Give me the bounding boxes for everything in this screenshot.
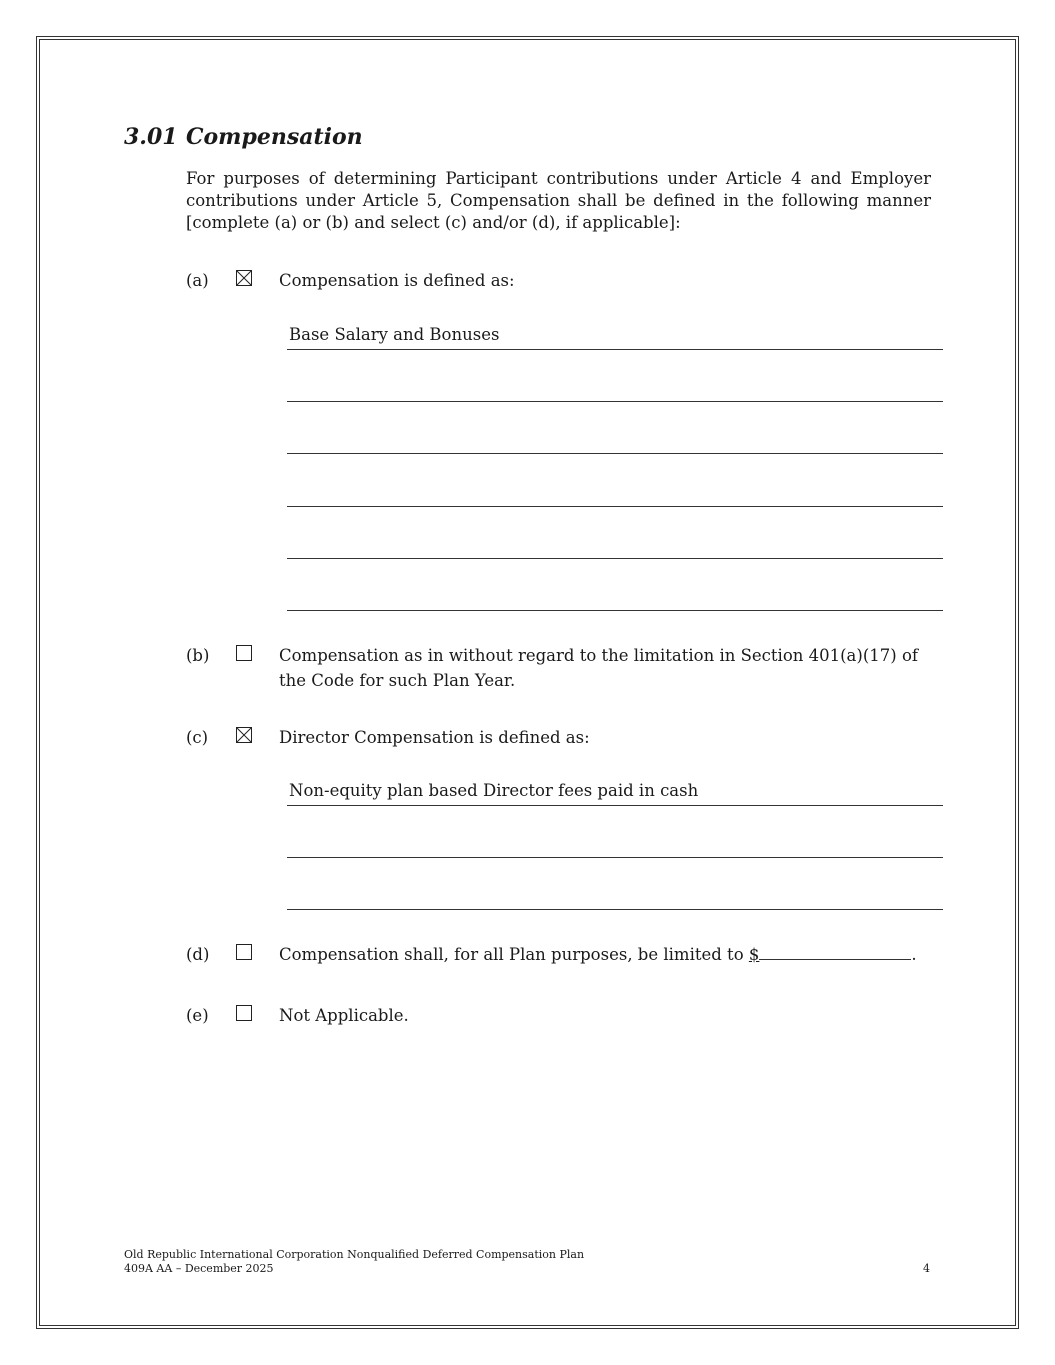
option-c-fill-line-3[interactable] [287, 909, 943, 910]
option-c-fill-line-1-text[interactable]: Non-equity plan based Director fees paid in cash [289, 781, 699, 800]
option-b-checkbox[interactable] [236, 645, 252, 661]
section-title: Compensation [186, 124, 363, 150]
option-a-fill-line-1 [287, 349, 943, 350]
footer-version: 409A AA – December 2025 [124, 1262, 274, 1275]
option-a-fill-line-4[interactable] [287, 506, 943, 507]
option-d-text-wrap [279, 942, 939, 967]
section-intro: For purposes of determining Participant contributions under Article 4 and Employer contributions under Article 5, Compensation shall be defined in the following manner [complete (a) or (b) and select (c) and/or (d), if applicable]: [186, 169, 931, 232]
option-e-letter: (e) [186, 1006, 209, 1025]
section-heading [124, 124, 363, 150]
option-a-letter: (a) [186, 271, 209, 290]
option-a-fill-line-3[interactable] [287, 453, 943, 454]
option-b-text: Compensation as in without regard to the limitation in Section 401(a)(17) of the Code for such Plan Year. [279, 646, 918, 690]
option-e-text: Not Applicable. [279, 1006, 409, 1025]
section-number: 3.01 [124, 124, 178, 150]
option-a-checkbox[interactable] [236, 270, 252, 286]
option-c-letter: (c) [186, 728, 209, 747]
option-a-fill-line-5[interactable] [287, 558, 943, 559]
option-a-fill-line-1-text[interactable]: Base Salary and Bonuses [289, 325, 500, 344]
option-d-letter: (d) [186, 945, 210, 964]
checkbox-x-icon [237, 728, 251, 742]
option-b-letter: (b) [186, 646, 210, 665]
option-e-checkbox[interactable] [236, 1005, 252, 1021]
option-a-fill-line-2[interactable] [287, 401, 943, 402]
page-number: 4 [923, 1262, 930, 1275]
option-c-text: Director Compensation is defined as: [279, 728, 590, 747]
option-c-checkbox[interactable] [236, 727, 252, 743]
option-c-fill-line-1 [287, 805, 943, 806]
option-d-checkbox[interactable] [236, 944, 252, 960]
option-a-text: Compensation is defined as: [279, 271, 515, 290]
page-footer [124, 1248, 584, 1276]
option-d-currency: $ [748, 945, 760, 964]
option-d-end: . [911, 945, 917, 964]
option-c-fill-line-2[interactable] [287, 857, 943, 858]
option-a-fill-line-6[interactable] [287, 610, 943, 611]
option-d-amount-blank[interactable] [759, 943, 911, 960]
footer-plan-name: Old Republic International Corporation Nonqualified Deferred Compensation Plan [124, 1248, 585, 1261]
option-d-text: Compensation shall, for all Plan purposes, be limited to [279, 945, 749, 964]
checkbox-x-icon [237, 271, 251, 285]
